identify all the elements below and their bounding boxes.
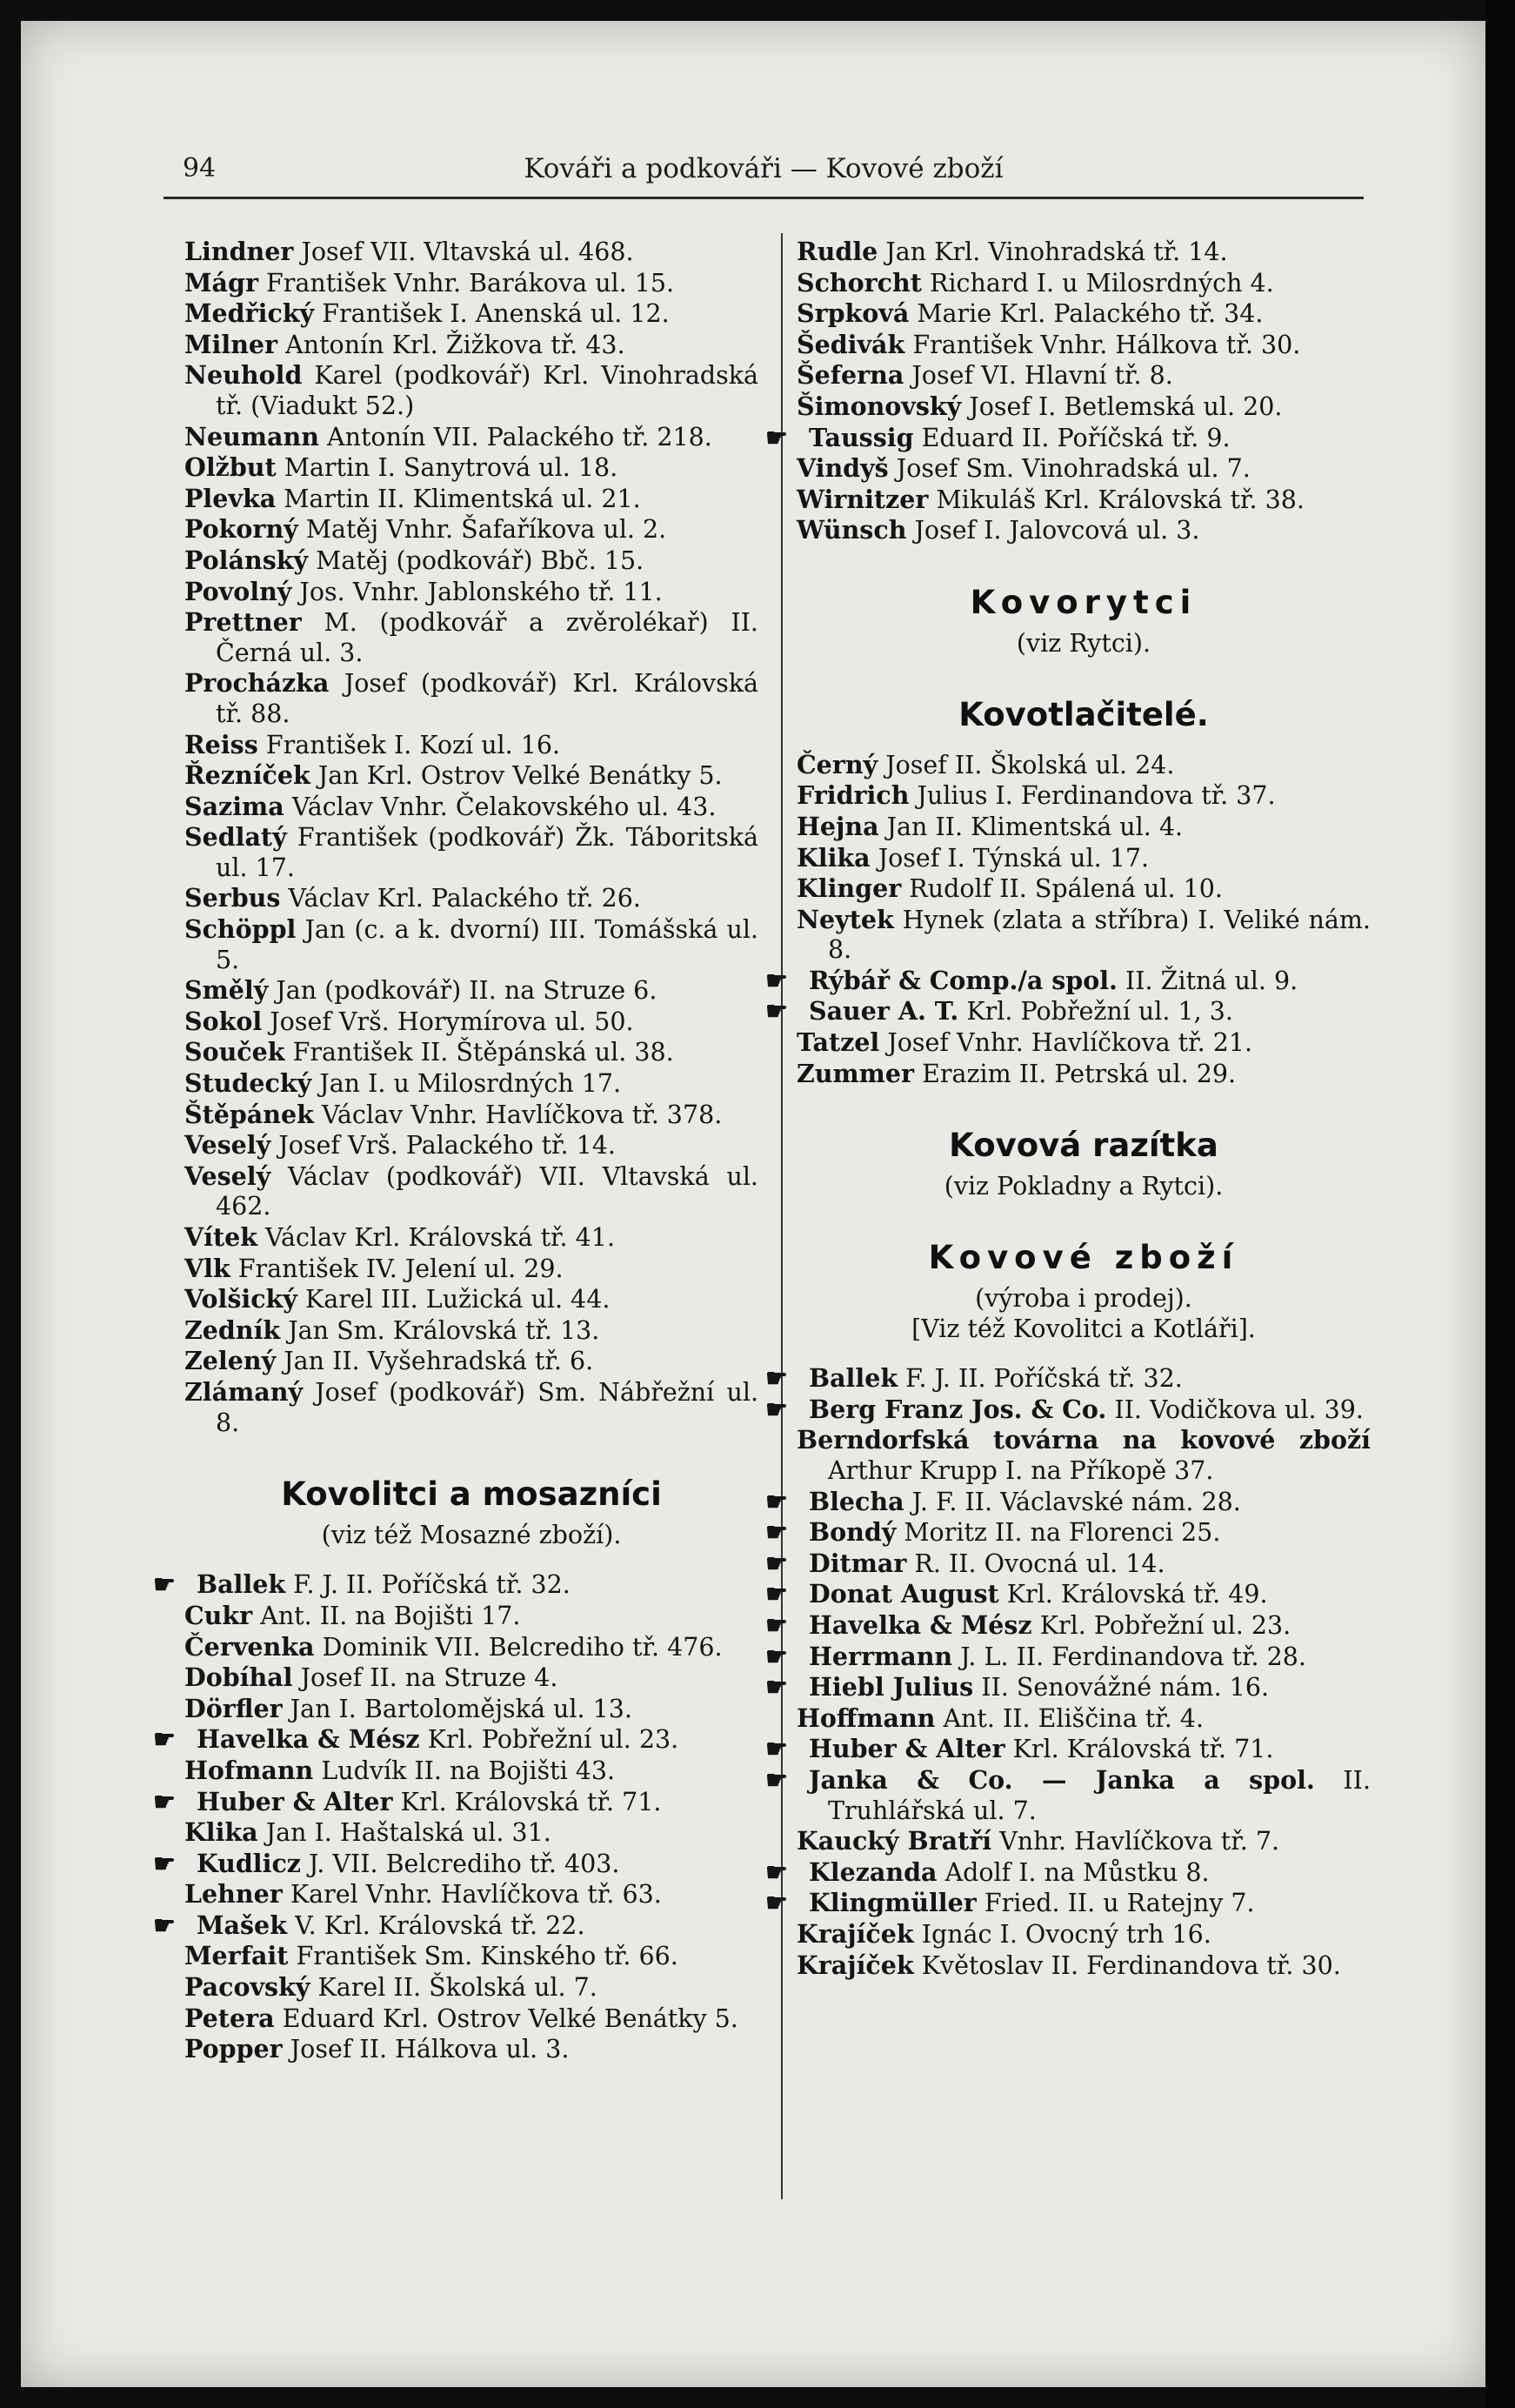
entry-name: Prettner bbox=[184, 607, 302, 638]
entry-name: Plevka bbox=[184, 483, 277, 513]
entry-address: F. J. II. Poříčská tř. 32. bbox=[905, 1364, 1183, 1394]
directory-entry bbox=[184, 237, 758, 268]
entry-name: Medřický bbox=[184, 298, 315, 329]
section-subtitle-zbozi: (výroba i prodej). bbox=[975, 1284, 1192, 1314]
entry-address: Jan II. Vyšehradská tř. 6. bbox=[284, 1347, 594, 1376]
entry-address: II. Senovážné nám. 16. bbox=[981, 1673, 1270, 1702]
directory-entry bbox=[797, 1672, 1371, 1703]
directory-entry bbox=[184, 545, 758, 577]
directory-entry bbox=[797, 1027, 1371, 1059]
directory-entry bbox=[797, 1610, 1371, 1642]
entry-address: Václav Krl. Královská tř. 41. bbox=[265, 1223, 615, 1252]
entry-name: Neuhold bbox=[184, 360, 303, 391]
entry-address: II. Vodičkova ul. 39. bbox=[1114, 1395, 1364, 1424]
entry-address: J. L. II. Ferdinandova tř. 28. bbox=[960, 1642, 1306, 1671]
right-column bbox=[797, 237, 1371, 1981]
entry-name: Ditmar bbox=[809, 1548, 907, 1578]
entry-name: Havelka & Mész bbox=[809, 1609, 1032, 1640]
entry-address: Krl. Královská tř. 71. bbox=[1012, 1735, 1274, 1764]
entry-address: Vnhr. Havlíčkova tř. 7. bbox=[999, 1827, 1280, 1856]
entry-address: Erazim II. Petrská ul. 29. bbox=[922, 1059, 1237, 1088]
entry-address: František I. Kozí ul. 16. bbox=[265, 730, 561, 759]
entry-name: Klika bbox=[184, 1817, 258, 1848]
entry-address: Richard I. u Milosrdných 4. bbox=[929, 268, 1274, 298]
directory-entry bbox=[797, 966, 1371, 997]
directory-entry bbox=[184, 2003, 758, 2035]
entry-address: Hynek (zlata a stříbra) I. Veliké nám. 8. bbox=[828, 905, 1371, 965]
entry-name: Kaucký Bratří bbox=[797, 1826, 992, 1856]
directory-entry bbox=[797, 1395, 1371, 1426]
entry-address: Josef (podkovář) Krl. Královská tř. 88. bbox=[216, 669, 758, 728]
directory-entry bbox=[184, 1346, 758, 1377]
entry-address: Josef VII. Vltavská ul. 468. bbox=[301, 237, 634, 266]
entry-address: Ant. II. Eliščina tř. 4. bbox=[943, 1703, 1205, 1733]
entry-address: Václav Vnhr. Havlíčkova tř. 378. bbox=[321, 1100, 723, 1129]
directory-entry bbox=[184, 1161, 758, 1222]
kovari-continued-list bbox=[797, 237, 1371, 546]
directory-entry bbox=[797, 812, 1371, 843]
directory-entry bbox=[184, 1007, 758, 1038]
directory-entry bbox=[184, 1817, 758, 1849]
entry-address: Josef (podkovář) Sm. Nábřežní ul. 8. bbox=[216, 1377, 758, 1437]
directory-entry bbox=[797, 1950, 1371, 1982]
entry-address: Antonín VII. Palackého tř. 218. bbox=[327, 422, 712, 452]
entry-name: Klingmüller bbox=[809, 1888, 977, 1918]
entry-address: Jan I. Bartolomějská ul. 13. bbox=[290, 1694, 632, 1723]
directory-entry bbox=[184, 268, 758, 299]
directory-entry bbox=[184, 1849, 758, 1880]
entry-name: Povolný bbox=[184, 576, 292, 606]
directory-entry bbox=[184, 452, 758, 484]
entry-address: Jan (podkovář) II. na Struze 6. bbox=[276, 976, 657, 1006]
entry-name: Donat August bbox=[809, 1579, 999, 1609]
entry-name: Vítek bbox=[184, 1222, 257, 1252]
directory-entry bbox=[184, 730, 758, 761]
running-title: Kováři a podkováři — Kovové zboží bbox=[524, 153, 1004, 184]
entry-address: Jan Krl. Vinohradská tř. 14. bbox=[885, 237, 1228, 266]
entry-address: Ludvík II. na Bojišti 43. bbox=[321, 1756, 616, 1785]
directory-entry bbox=[184, 607, 758, 668]
directory-entry bbox=[184, 422, 758, 453]
directory-entry bbox=[797, 1734, 1371, 1765]
entry-address: Mikuláš Krl. Královská tř. 38. bbox=[936, 485, 1305, 514]
entry-address: Jan I. Haštalská ul. 31. bbox=[265, 1818, 551, 1848]
directory-entry bbox=[797, 905, 1371, 966]
page-edge bbox=[1485, 0, 1515, 2408]
entry-name: Štěpánek bbox=[184, 1099, 314, 1129]
entry-name: Zelený bbox=[184, 1346, 277, 1376]
entry-name: Krajíček bbox=[797, 1950, 914, 1980]
entry-name: Bondý bbox=[809, 1517, 897, 1548]
directory-entry bbox=[797, 1826, 1371, 1857]
entry-name: Ballek bbox=[197, 1569, 286, 1600]
directory-entry bbox=[184, 883, 758, 914]
entry-address: Adolf I. na Můstku 8. bbox=[944, 1857, 1210, 1887]
entry-name: Milner bbox=[184, 329, 278, 359]
entry-address: J. VII. Belcrediho tř. 403. bbox=[309, 1849, 620, 1878]
entry-address: Josef Vrš. Palackého tř. 14. bbox=[278, 1131, 616, 1161]
entry-name: Rýbář & Comp./a spol. bbox=[809, 965, 1118, 995]
directory-entry bbox=[797, 298, 1371, 330]
entry-name: Pacovský bbox=[184, 1972, 310, 2003]
entry-name: Rudle bbox=[797, 237, 878, 266]
directory-entry bbox=[184, 1941, 758, 1972]
directory-entry bbox=[184, 1284, 758, 1315]
directory-entry bbox=[797, 1703, 1371, 1735]
entry-name: Blecha bbox=[809, 1486, 904, 1516]
entry-name: Srpková bbox=[797, 298, 910, 329]
entry-address: Jos. Vnhr. Jablonského tř. 11. bbox=[299, 577, 663, 606]
entry-address: Josef I. Betlemská ul. 20. bbox=[969, 391, 1283, 421]
entry-name: Schöppl bbox=[184, 914, 297, 945]
entry-name: Kudlicz bbox=[197, 1848, 301, 1878]
directory-entry bbox=[797, 873, 1371, 905]
entry-name: Polánský bbox=[184, 545, 309, 575]
page-header bbox=[164, 148, 1364, 200]
directory-entry bbox=[184, 1601, 758, 1632]
entry-address: Dominik VII. Belcrediho tř. 476. bbox=[322, 1632, 723, 1662]
section-subtitle-kovorytci: (viz Rytci). bbox=[1016, 628, 1151, 658]
entry-address: Jan II. Klimentská ul. 4. bbox=[886, 812, 1184, 841]
entry-address: Krl. Pobřežní ul. 1, 3. bbox=[966, 997, 1233, 1027]
entry-address: Arthur Krupp I. na Příkopě 37. bbox=[828, 1456, 1214, 1485]
entry-address: Josef I. Týnská ul. 17. bbox=[878, 843, 1150, 873]
entry-name: Huber & Alter bbox=[809, 1734, 1005, 1764]
section-title-razitka: Kovová razítka bbox=[949, 1127, 1218, 1165]
directory-entry bbox=[184, 1130, 758, 1161]
entry-address: II. Žitná ul. 9. bbox=[1125, 966, 1298, 995]
entry-name: Studecký bbox=[184, 1068, 312, 1099]
entry-address: Rudolf II. Spálená ul. 10. bbox=[909, 874, 1223, 904]
entry-address: Václav (podkovář) VII. Vltavská ul. 462. bbox=[216, 1161, 758, 1221]
entry-name: Pokorný bbox=[184, 514, 298, 545]
entry-address: František Vnhr. Barákova ul. 15. bbox=[266, 268, 675, 298]
entry-name: Dobíhal bbox=[184, 1662, 293, 1693]
entry-name: Klinger bbox=[797, 873, 902, 904]
entry-address: Václav Krl. Palackého tř. 26. bbox=[288, 884, 641, 913]
entry-name: Berg Franz Jos. & Co. bbox=[809, 1394, 1107, 1424]
entry-address: Matěj (podkovář) Bbč. 15. bbox=[316, 545, 644, 575]
entry-address: Ant. II. na Bojišti 17. bbox=[260, 1601, 521, 1630]
entry-name: Řezníček bbox=[184, 760, 310, 791]
entry-address: Karel (podkovář) Krl. Vinohradská tř. (Viadukt 52.) bbox=[216, 361, 758, 420]
entry-address: V. Krl. Královská tř. 22. bbox=[295, 1910, 585, 1940]
entry-name: Petera bbox=[184, 2003, 275, 2033]
directory-entry bbox=[184, 1377, 758, 1438]
section-title-zbozi: Kovové zboží bbox=[928, 1239, 1239, 1277]
directory-entry bbox=[184, 1879, 758, 1910]
entry-name: Sokol bbox=[184, 1006, 263, 1036]
entry-name: Souček bbox=[184, 1037, 285, 1067]
entry-address: Karel II. Školská ul. 7. bbox=[317, 1973, 597, 2003]
directory-entry bbox=[797, 1487, 1371, 1518]
entry-name: Berndorfská továrna na kovové zboží bbox=[797, 1425, 1371, 1455]
directory-entry bbox=[184, 1315, 758, 1347]
section-title-kovorytci: Kovorytci bbox=[970, 583, 1198, 621]
entry-address: J. F. II. Václavské nám. 28. bbox=[911, 1487, 1241, 1516]
section-title-kovolitci: Kovolitci a mosazníci bbox=[281, 1475, 662, 1514]
entry-address: Jan I. u Milosrdných 17. bbox=[319, 1069, 622, 1099]
directory-entry bbox=[184, 1037, 758, 1068]
entry-address: Josef Sm. Vinohradská ul. 7. bbox=[896, 454, 1251, 484]
entry-name: Sedlatý bbox=[184, 822, 287, 853]
directory-entry bbox=[184, 822, 758, 883]
entry-name: Fridrich bbox=[797, 780, 910, 811]
entry-name: Šeferna bbox=[797, 360, 904, 391]
entry-address: Josef I. Jalovcová ul. 3. bbox=[914, 516, 1200, 545]
entry-address: Jan Krl. Ostrov Velké Benátky 5. bbox=[317, 761, 723, 791]
entry-name: Serbus bbox=[184, 883, 281, 913]
entry-name: Dörfler bbox=[184, 1693, 283, 1723]
directory-entry bbox=[797, 1765, 1371, 1826]
entry-address: Martin II. Klimentská ul. 21. bbox=[284, 484, 641, 513]
directory-entry bbox=[184, 1632, 758, 1663]
directory-entry bbox=[797, 515, 1371, 546]
directory-entry bbox=[184, 1100, 758, 1131]
entry-name: Vlk bbox=[184, 1253, 230, 1283]
directory-entry bbox=[184, 1569, 758, 1601]
entry-name: Hofmann bbox=[184, 1755, 314, 1785]
entry-address: Václav Vnhr. Čelakovského ul. 43. bbox=[291, 792, 717, 821]
entry-name: Vindyš bbox=[797, 453, 889, 484]
directory-entry bbox=[184, 484, 758, 515]
entry-address: Krl. Královská tř. 71. bbox=[400, 1787, 662, 1816]
entry-name: Ballek bbox=[809, 1363, 898, 1394]
entry-address: Jan Sm. Královská tř. 13. bbox=[288, 1315, 600, 1345]
header-rule bbox=[164, 197, 1364, 199]
directory-entry bbox=[797, 1425, 1371, 1486]
entry-address: Krl. Pobřežní ul. 23. bbox=[1039, 1610, 1291, 1640]
entry-name: Sazima bbox=[184, 791, 284, 821]
entry-name: Červenka bbox=[184, 1631, 315, 1662]
entry-name: Reiss bbox=[184, 729, 258, 759]
entry-address: Krl. Královská tř. 49. bbox=[1006, 1580, 1268, 1609]
entry-name: Sauer A. T. bbox=[809, 996, 959, 1027]
entry-name: Šimonovský bbox=[797, 391, 962, 421]
entry-name: Popper bbox=[184, 2034, 283, 2064]
entry-name: Klezanda bbox=[809, 1856, 938, 1887]
directory-entry bbox=[184, 1222, 758, 1254]
kovove-zbozi-list bbox=[797, 1363, 1371, 1981]
directory-entry bbox=[797, 1363, 1371, 1395]
entry-address: Josef II. na Struze 4. bbox=[300, 1663, 558, 1693]
directory-entry bbox=[184, 1694, 758, 1725]
directory-entry bbox=[184, 1787, 758, 1818]
page-number: 94 bbox=[183, 153, 217, 184]
entry-name: Wünsch bbox=[797, 515, 907, 545]
entry-address: František Sm. Kinského tř. 66. bbox=[296, 1942, 678, 1971]
directory-entry bbox=[184, 760, 758, 792]
entry-name: Krajíček bbox=[797, 1918, 914, 1949]
directory-entry bbox=[797, 485, 1371, 516]
entry-address: Karel III. Lužická ul. 44. bbox=[304, 1285, 611, 1314]
entry-name: Merfait bbox=[184, 1941, 289, 1971]
directory-entry bbox=[797, 423, 1371, 454]
directory-entry bbox=[797, 360, 1371, 391]
entry-name: Procházka bbox=[184, 668, 330, 699]
entry-address: Josef II. Hálkova ul. 3. bbox=[290, 2035, 570, 2064]
directory-entry bbox=[797, 330, 1371, 361]
entry-name: Herrmann bbox=[809, 1641, 953, 1671]
entry-name: Hejna bbox=[797, 811, 879, 841]
entry-address: František I. Anenská ul. 12. bbox=[322, 299, 670, 329]
directory-entry bbox=[797, 750, 1371, 781]
entry-name: Zummer bbox=[797, 1058, 914, 1088]
entry-name: Smělý bbox=[184, 975, 269, 1006]
directory-entry bbox=[184, 1910, 758, 1942]
directory-entry bbox=[184, 1724, 758, 1756]
entry-name: Mašek bbox=[197, 1910, 287, 1940]
entry-name: Zedník bbox=[184, 1314, 281, 1345]
entry-address: M. (podkovář a zvěrolékař) II. Černá ul. 3. bbox=[216, 608, 758, 667]
entry-name: Hiebl Julius bbox=[809, 1672, 974, 1702]
section-note-zbozi: [Viz též Kovolitci a Kotláři]. bbox=[911, 1314, 1256, 1343]
entry-address: František Vnhr. Hálkova tř. 30. bbox=[912, 330, 1301, 359]
directory-entry bbox=[797, 1579, 1371, 1610]
directory-entry bbox=[797, 843, 1371, 874]
directory-entry bbox=[797, 1888, 1371, 1919]
entry-name: Neytek bbox=[797, 904, 894, 934]
entry-address: František II. Štěpánská ul. 38. bbox=[292, 1038, 674, 1067]
entry-name: Lehner bbox=[184, 1879, 283, 1910]
entry-address: II. Truhlářská ul. 7. bbox=[828, 1765, 1371, 1825]
entry-address: Josef Vnhr. Havlíčkova tř. 21. bbox=[887, 1028, 1253, 1058]
entry-address: Josef II. Školská ul. 24. bbox=[885, 750, 1175, 779]
entry-address: Martin I. Sanytrová ul. 18. bbox=[284, 453, 618, 483]
entry-address: Josef VI. Hlavní tř. 8. bbox=[911, 361, 1173, 391]
directory-entry bbox=[797, 1517, 1371, 1548]
directory-entry bbox=[184, 792, 758, 823]
entry-name: Neumann bbox=[184, 421, 319, 452]
directory-entry bbox=[184, 1972, 758, 2003]
entry-address: Moritz II. na Florenci 25. bbox=[904, 1518, 1221, 1548]
entry-address: R. II. Ovocná ul. 14. bbox=[914, 1548, 1165, 1578]
directory-entry bbox=[184, 1756, 758, 1787]
kovolitci-list bbox=[184, 1569, 758, 2065]
directory-entry bbox=[797, 453, 1371, 485]
entry-name: Janka & Co. — Janka a spol. bbox=[809, 1764, 1315, 1795]
directory-entry bbox=[797, 1919, 1371, 1950]
entry-name: Schorcht bbox=[797, 267, 922, 298]
entry-name: Huber & Alter bbox=[197, 1786, 393, 1816]
entry-address: Eduard II. Poříčská tř. 9. bbox=[921, 423, 1231, 452]
entry-address: Julius I. Ferdinandova tř. 37. bbox=[917, 781, 1276, 811]
section-title-kovotlacitele: Kovotlačitelé. bbox=[958, 696, 1209, 734]
entry-address: Krl. Pobřežní ul. 23. bbox=[427, 1725, 679, 1755]
directory-entry bbox=[797, 1642, 1371, 1673]
section-subtitle-razitka: (viz Pokladny a Rytci). bbox=[944, 1171, 1224, 1201]
left-column bbox=[184, 237, 758, 2065]
entry-name: Zlámaný bbox=[184, 1376, 304, 1407]
directory-entry bbox=[797, 237, 1371, 268]
entry-name: Havelka & Mész bbox=[197, 1724, 420, 1755]
kovari-list bbox=[184, 237, 758, 1438]
entry-address: Marie Krl. Palackého tř. 34. bbox=[917, 299, 1264, 329]
entry-address: František IV. Jelení ul. 29. bbox=[237, 1254, 564, 1283]
entry-name: Taussig bbox=[809, 422, 914, 452]
entry-name: Černý bbox=[797, 749, 878, 779]
entry-address: František (podkovář) Žk. Táboritská ul. 17. bbox=[216, 823, 759, 882]
entry-name: Klika bbox=[797, 842, 871, 873]
directory-entry bbox=[184, 2034, 758, 2065]
directory-entry bbox=[184, 914, 758, 975]
entry-name: Mágr bbox=[184, 267, 258, 298]
section-subtitle-kovolitci: (viz též Mosazné zboží). bbox=[321, 1520, 622, 1549]
entry-address: F. J. II. Poříčská tř. 32. bbox=[293, 1570, 571, 1600]
entry-address: Antonín Krl. Žižkova tř. 43. bbox=[285, 330, 625, 359]
directory-entry bbox=[797, 780, 1371, 812]
directory-entry bbox=[797, 1857, 1371, 1889]
directory-entry bbox=[184, 1068, 758, 1100]
entry-name: Wirnitzer bbox=[797, 484, 929, 514]
entry-name: Hoffmann bbox=[797, 1702, 936, 1733]
directory-entry bbox=[184, 360, 758, 421]
entry-address: Matěj Vnhr. Šafaříkova ul. 2. bbox=[305, 515, 667, 545]
directory-entry bbox=[184, 1662, 758, 1694]
directory-entry bbox=[797, 391, 1371, 423]
directory-entry bbox=[184, 330, 758, 361]
entry-address: Eduard Krl. Ostrov Velké Benátky 5. bbox=[282, 2003, 738, 2033]
directory-entry bbox=[797, 1548, 1371, 1580]
directory-entry bbox=[797, 996, 1371, 1027]
entry-name: Olžbut bbox=[184, 452, 277, 483]
entry-address: Fried. II. u Ratejny 7. bbox=[984, 1889, 1255, 1918]
entry-name: Veselý bbox=[184, 1130, 271, 1161]
directory-entry bbox=[184, 298, 758, 330]
entry-name: Lindner bbox=[184, 237, 294, 266]
entry-address: Karel Vnhr. Havlíčkova tř. 63. bbox=[290, 1880, 662, 1910]
directory-entry bbox=[184, 1254, 758, 1285]
entry-name: Volšický bbox=[184, 1284, 297, 1314]
entry-name: Cukr bbox=[184, 1600, 253, 1630]
entry-address: Květoslav II. Ferdinandova tř. 30. bbox=[921, 1950, 1341, 1980]
entry-address: Jan (c. a k. dvorní) III. Tomášská ul. 5. bbox=[216, 915, 758, 974]
directory-entry bbox=[184, 975, 758, 1007]
kovotlacitele-list bbox=[797, 750, 1371, 1090]
entry-address: Josef Vrš. Horymírova ul. 50. bbox=[270, 1007, 634, 1036]
entry-name: Tatzel bbox=[797, 1027, 880, 1058]
directory-entry bbox=[797, 1059, 1371, 1090]
directory-entry bbox=[184, 514, 758, 545]
entry-name: Veselý bbox=[184, 1161, 271, 1191]
directory-entry bbox=[184, 668, 758, 729]
entry-name: Šedivák bbox=[797, 329, 905, 359]
directory-entry bbox=[797, 268, 1371, 299]
entry-address: Ignác I. Ovocný trh 16. bbox=[921, 1919, 1211, 1949]
directory-entry bbox=[184, 577, 758, 608]
